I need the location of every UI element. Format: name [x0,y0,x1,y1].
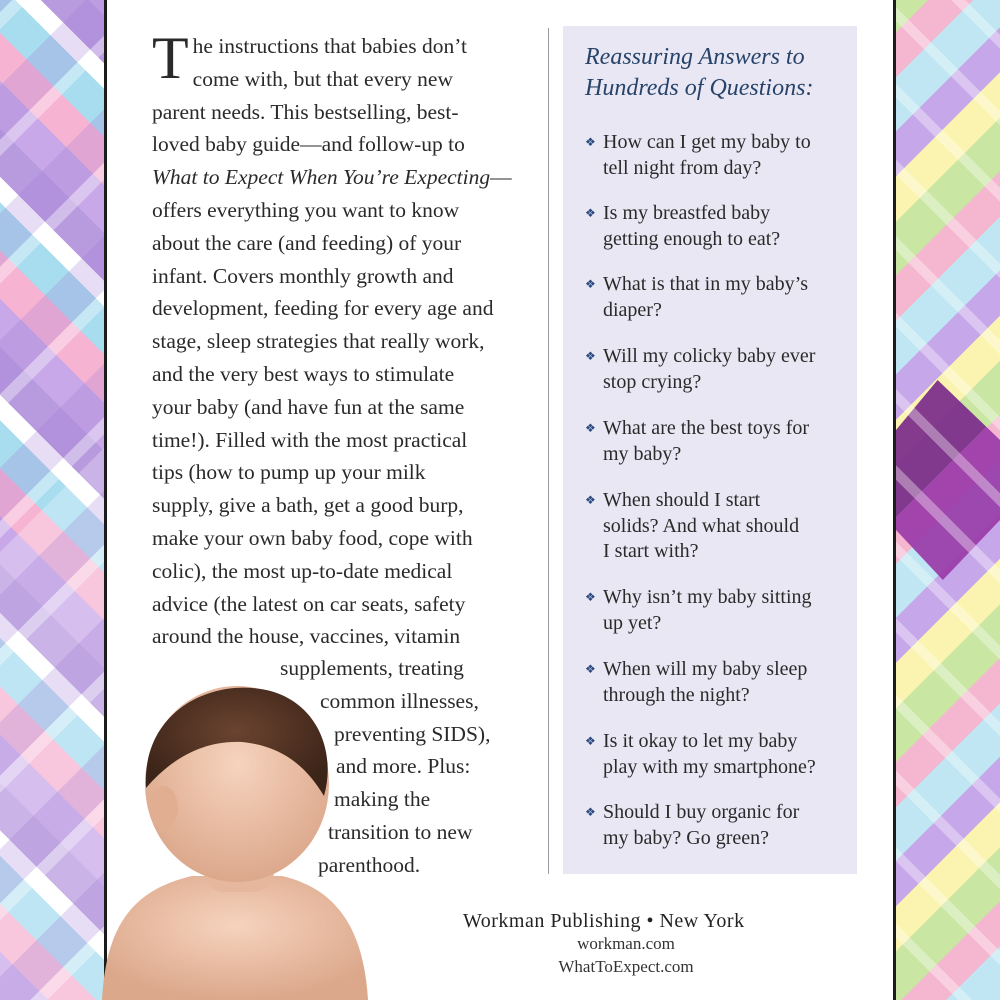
question-line: Is my breastfed baby [603,202,771,224]
question-line: solids? And what should [603,514,800,537]
question-item [585,488,853,565]
quilt-border-right [896,0,1000,1000]
baby-ear [150,786,178,830]
copy-line: parenthood. [318,852,421,877]
question-line: my baby? [603,442,682,465]
baby-body [102,876,368,1000]
diamond-bullet-icon: ❖ [585,662,596,676]
diamond-bullet-icon: ❖ [585,805,596,819]
copy-line-title [152,161,532,194]
copy-line: preventing SIDS), [334,721,491,746]
copy-line: and the very best ways to stimulate [152,361,455,386]
question-item [585,585,853,636]
question-line: up yet? [603,611,662,634]
question-item [585,657,853,708]
question-line: Should I buy organic for [603,801,800,823]
question-item [585,201,853,252]
question-line: stop crying? [603,370,702,393]
baby-photo [92,676,372,1000]
diamond-bullet-icon: ❖ [585,493,596,507]
question-line: diaper? [603,298,662,321]
copy-line: about the care (and feeding) of your [152,230,462,255]
question-item [585,130,853,181]
question-line: What are the best toys for [603,417,810,439]
question-item [585,800,853,851]
question-line: Is it okay to let my baby [603,730,798,752]
frame-line-right [893,0,896,1000]
question-item [585,344,853,395]
copy-line: loved baby guide—and follow-up to [152,132,465,157]
copy-line: and more. Plus: [336,754,471,779]
copy-line: colic), the most up-to-date medical [152,558,453,583]
publisher-imprint: Workman Publishing • New York [463,910,745,932]
copy-line: around the house, vaccines, vitamin [152,624,461,649]
diamond-bullet-icon: ❖ [585,135,596,149]
diamond-bullet-icon: ❖ [585,734,596,748]
panel-title-line: Hundreds of Questions: [585,75,814,101]
diamond-bullet-icon: ❖ [585,590,596,604]
copy-line: offers everything you want to know [152,197,460,222]
book-title-reference: What to Expect When You’re Expecting [152,165,491,190]
em-dash: — [490,165,512,190]
description-text [152,25,532,653]
question-item [585,416,853,467]
question-line: play with my smartphone? [603,755,816,778]
question-line: Why isn’t my baby sitting [603,586,812,608]
book-website[interactable]: WhatToExpect.com [558,957,694,976]
copy-line: supplements, treating [280,656,464,680]
question-line: When will my baby sleep [603,658,808,680]
copy-line: common illnesses, [320,688,479,713]
panel-title-line: Reassuring Answers to [585,44,805,70]
question-line: tell night from day? [603,156,762,179]
column-divider [548,28,549,874]
copy-line: your baby (and have fun at the same [152,394,465,419]
question-line: through the night? [603,683,750,706]
question-line: How can I get my baby to [603,131,811,153]
copy-line: time!). Filled with the most practical [152,427,468,452]
copy-line: transition to new [328,819,473,844]
copy-line: supply, give a bath, get a good burp, [152,493,464,518]
diamond-bullet-icon: ❖ [585,206,596,220]
panel-title [585,42,855,104]
publisher-website[interactable]: workman.com [577,934,675,953]
diamond-bullet-icon: ❖ [585,421,596,435]
copy-line: he instructions that babies don’t [192,34,467,58]
copy-line: development, feeding for every age and [152,296,494,321]
diamond-bullet-icon: ❖ [585,277,596,291]
questions-panel [563,26,857,874]
question-item [585,729,853,780]
question-line: my baby? Go green? [603,826,770,849]
diamond-bullet-icon: ❖ [585,349,596,363]
question-line: What is that in my baby’s [603,273,808,295]
copy-line: making the [334,787,431,812]
question-line: When should I start [603,489,761,511]
question-line: getting enough to eat? [603,227,781,250]
copy-line: stage, sleep strategies that really work, [152,329,485,354]
copy-line: come with, but that every new [192,66,453,91]
drop-cap: T [152,25,189,91]
copy-line: infant. Covers monthly growth and [152,263,454,288]
copy-line: make your own baby food, cope with [152,525,473,550]
question-line: Will my colicky baby ever [603,345,816,367]
copy-line: tips (how to pump up your milk [152,460,426,485]
copy-line: parent needs. This bestselling, best- [152,99,459,124]
question-item [585,272,853,323]
copy-line: advice (the latest on car seats, safety [152,591,466,616]
question-line: I start with? [603,540,699,562]
